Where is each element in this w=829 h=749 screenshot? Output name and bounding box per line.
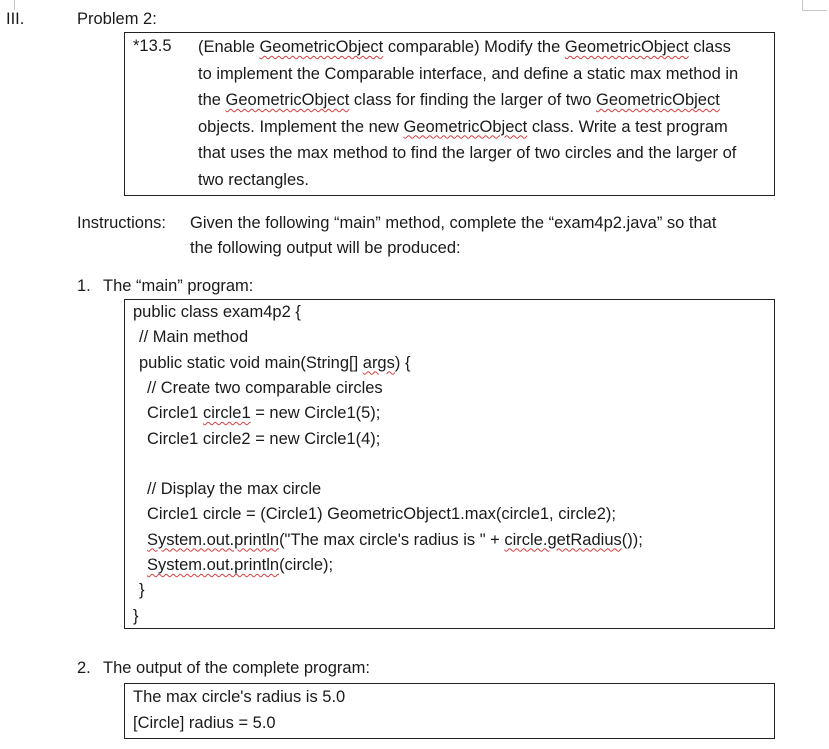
spellcheck-flagged-word: args <box>362 353 395 372</box>
page-corner-mark-left <box>0 0 15 10</box>
code-line: } <box>139 581 145 600</box>
spellcheck-flagged-word: GeometricObject <box>225 91 350 109</box>
section-roman-numeral: III. <box>6 10 25 28</box>
code-line: public static void main(String[] args) { <box>139 353 411 372</box>
spellcheck-flagged-word: GeometricObject <box>259 38 384 56</box>
problem-number: *13.5 <box>133 37 172 55</box>
problem-text-line: two rectangles. <box>198 170 309 189</box>
main-code-box <box>124 299 775 629</box>
code-line: Circle1 circle1 = new Circle1(5); <box>147 404 381 423</box>
spellcheck-flagged-word: GeometricObject <box>403 117 528 136</box>
code-line: // Create two comparable circles <box>147 378 383 397</box>
spellcheck-flagged-word: GeometricObject <box>564 38 689 56</box>
code-line: Circle1 circle2 = new Circle1(4); <box>147 429 381 448</box>
problem-box <box>124 32 775 196</box>
output-line: [Circle] radius = 5.0 <box>133 714 276 732</box>
code-line: System.out.println(circle); <box>147 556 334 574</box>
output-box <box>124 683 775 739</box>
instructions-label: Instructions: <box>77 214 166 232</box>
code-line: // Display the max circle <box>147 480 322 499</box>
problem-text-line: the GeometricObject class for finding the larger of two GeometricObject <box>198 91 720 109</box>
item-2-number: 2. <box>77 659 91 677</box>
problem-label: Problem 2: <box>77 10 157 28</box>
spellcheck-flagged-word: System.out.println <box>147 530 280 549</box>
instructions-line-1: Given the following “main” method, complete the “exam4p2.java” so that <box>190 214 717 232</box>
code-line: } <box>133 606 139 625</box>
item-2-title: The output of the complete program: <box>103 659 370 677</box>
code-line: public class exam4p2 { <box>133 303 301 321</box>
problem-text-line: to implement the Comparable interface, and define a static max method in <box>198 64 739 83</box>
spellcheck-flagged-word: GeometricObject <box>596 91 720 109</box>
code-line: Circle1 circle = (Circle1) GeometricObject1.max(circle1, circle2); <box>147 505 616 524</box>
item-1-number: 1. <box>77 277 91 295</box>
problem-text-line: that uses the max method to find the larger of two circles and the larger of <box>198 144 737 162</box>
spellcheck-flagged-word: circle.getRadius <box>504 530 622 549</box>
spellcheck-flagged-word: System.out.println <box>147 556 280 574</box>
instructions-line-2: the following output will be produced: <box>190 239 461 257</box>
output-line: The max circle's radius is 5.0 <box>133 688 346 706</box>
page-corner-mark-right <box>802 0 827 11</box>
problem-text-line: objects. Implement the new GeometricObject class. Write a test program <box>198 117 728 136</box>
spellcheck-flagged-word: circle1 <box>202 404 251 423</box>
code-line: // Main method <box>139 328 249 347</box>
code-line: System.out.println("The max circle's radius is " + circle.getRadius()); <box>147 530 643 549</box>
item-1-title: The “main” program: <box>103 277 254 295</box>
problem-text-line: (Enable GeometricObject comparable) Modify the GeometricObject class <box>198 38 731 56</box>
